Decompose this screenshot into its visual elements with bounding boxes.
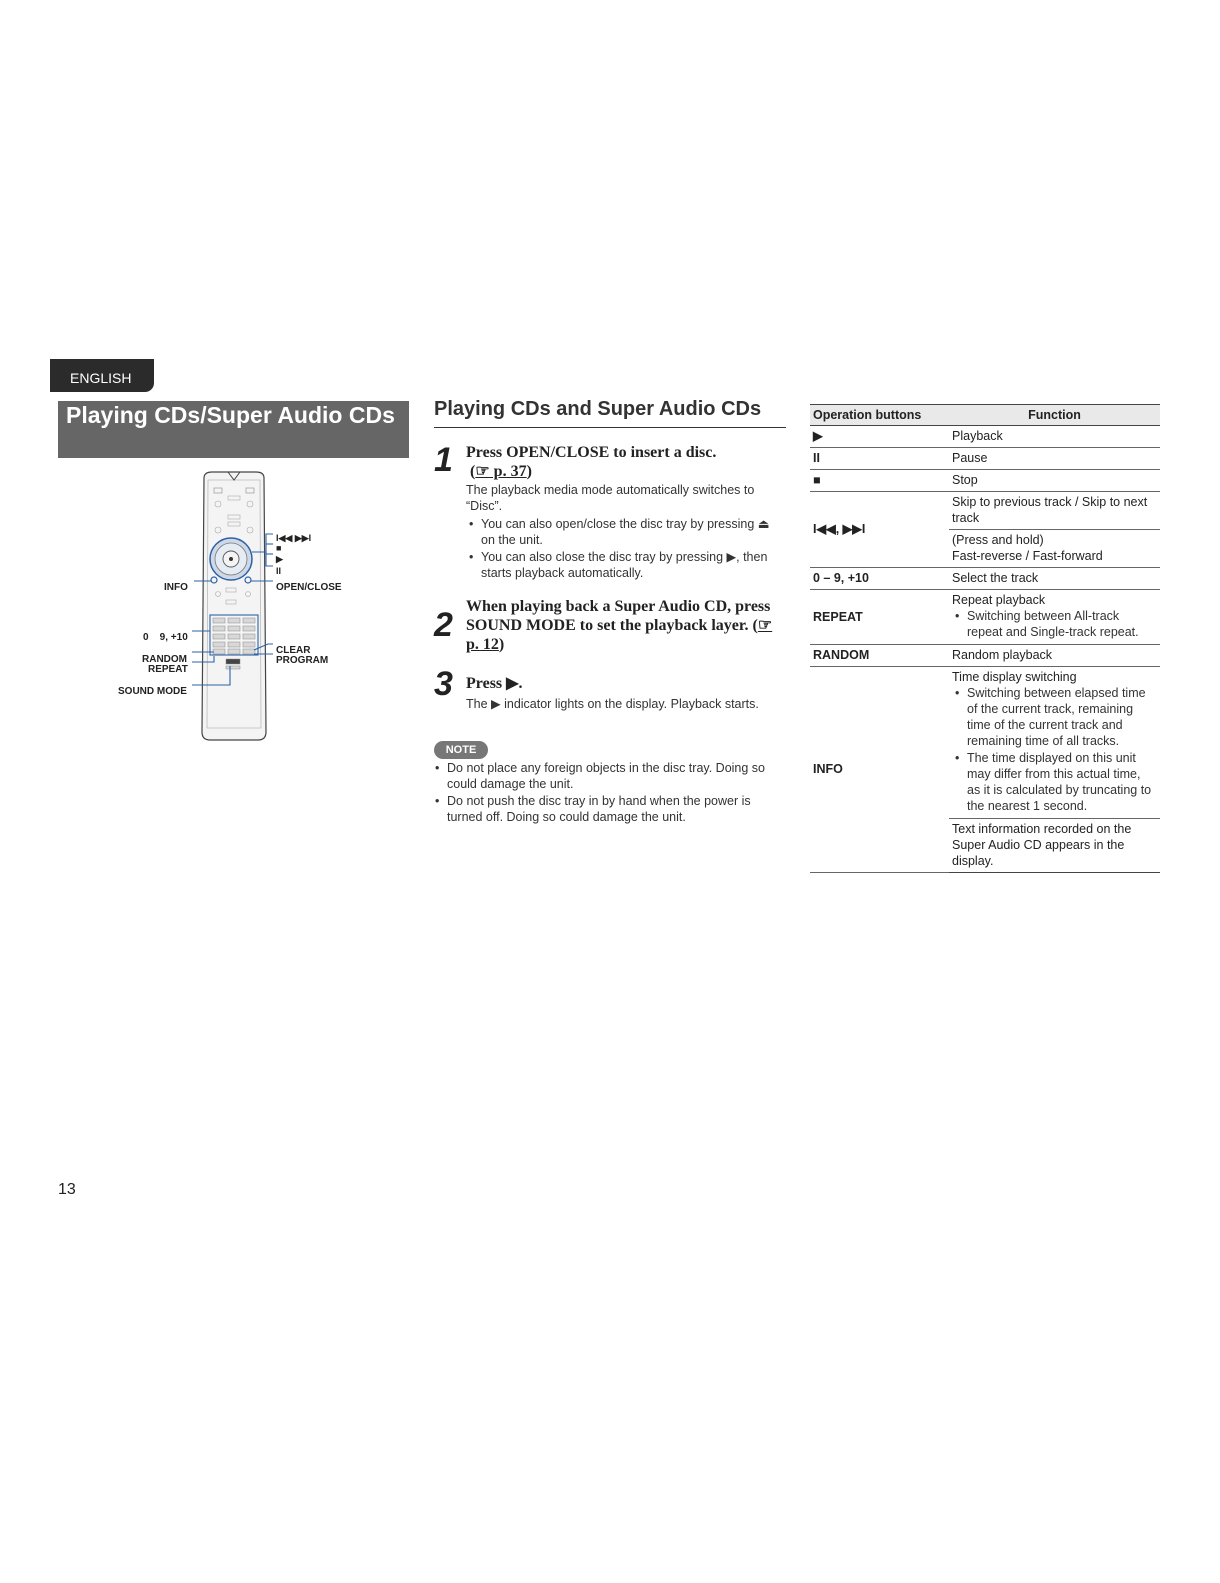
remote-control-illustration — [130, 470, 360, 745]
op-function — [949, 530, 1160, 568]
op-function: Text information recorded on the Super Audio CD appears in the display. — [949, 819, 1160, 873]
step-1 — [466, 443, 786, 582]
op-function-line: Repeat playback — [952, 593, 1046, 607]
remote-label-open-close: OPEN/CLOSE — [276, 582, 342, 593]
step-1-bullet: • You can also close the disc tray by pressing ▶, then starts playback automatically. — [469, 549, 786, 581]
step-2 — [466, 597, 786, 654]
op-function: Stop — [949, 470, 1160, 492]
step-1-bullet: • You can also open/close the disc tray by pressing ⏏ on the unit. — [469, 516, 786, 548]
page-ref-link[interactable]: ☞ p. 37 — [475, 463, 527, 480]
step-2-heading-text: When playing back a Super Audio CD, press SOUND MODE to set the playback layer. ( — [466, 598, 771, 634]
step-2-ref-close: ) — [498, 636, 505, 653]
step-1-ref — [466, 462, 786, 481]
table-header: Operation buttons — [810, 405, 949, 426]
remote-label-sound-mode: SOUND MODE — [118, 686, 187, 697]
op-function — [949, 590, 1160, 645]
table-header-row — [810, 405, 1160, 426]
table-row — [810, 645, 1160, 667]
language-tab: ENGLISH — [50, 359, 154, 392]
step-2-heading — [466, 597, 786, 654]
remote-label-play: ▶ — [276, 554, 283, 564]
page-ref-link[interactable]: ☞ p. 12 — [466, 617, 773, 653]
table-row — [810, 426, 1160, 448]
op-function — [949, 667, 1160, 819]
op-function: Playback — [949, 426, 1160, 448]
step-3-body: The ▶ indicator lights on the display. Playback starts. — [466, 697, 759, 711]
step-1-ref-close: ) — [526, 463, 532, 480]
operations-table — [810, 404, 1160, 873]
remote-label-numbers: 0 9, +10 — [143, 632, 188, 643]
op-function-bullets — [952, 685, 1157, 814]
table-header: Function — [949, 405, 1160, 426]
table-row — [810, 492, 1160, 530]
op-button: ■ — [810, 470, 949, 492]
op-function-bullet: • Switching between All-track repeat and Single-track repeat. — [955, 608, 1157, 640]
step-2-number: 2 — [434, 606, 453, 644]
step-3 — [466, 674, 786, 712]
step-1-body: The playback media mode automatically switches to “Disc”. — [466, 483, 755, 513]
op-function-line: Fast-reverse / Fast-forward — [952, 549, 1103, 563]
op-button: ▶ — [810, 426, 949, 448]
remote-label-info: INFO — [164, 582, 188, 593]
note-badge: NOTE — [434, 741, 488, 759]
table-row — [810, 448, 1160, 470]
step-1-heading: Press OPEN/CLOSE to insert a disc. — [466, 444, 717, 461]
step-1-number: 1 — [434, 441, 453, 479]
op-button: RANDOM — [810, 645, 949, 667]
remote-label-program: PROGRAM — [276, 655, 329, 666]
op-button: REPEAT — [810, 590, 949, 645]
note-bullets — [435, 760, 787, 826]
table-row — [810, 667, 1160, 819]
note-bullet: • Do not push the disc tray in by hand when the power is turned off. Doing so could damage the unit. — [435, 793, 787, 825]
op-function-bullet: • The time displayed on this unit may differ from this actual time, as it is calculated by truncating to the nearest 1 second. — [955, 750, 1157, 814]
op-function: Select the track — [949, 568, 1160, 590]
page-number: 13 — [58, 1181, 76, 1198]
remote-label-repeat: REPEAT — [148, 664, 188, 675]
table-row — [810, 590, 1160, 645]
note-bullet: • Do not place any foreign objects in the disc tray. Doing so could damage the unit. — [435, 760, 787, 792]
remote-label-skip: I◀◀ ▶▶I — [276, 533, 312, 543]
table-row — [810, 470, 1160, 492]
op-function-bullets — [952, 608, 1157, 640]
remote-label-random: RANDOM — [142, 654, 187, 665]
step-3-number: 3 — [434, 665, 453, 703]
step-1-ref-open: ( — [470, 463, 476, 480]
table-row — [810, 568, 1160, 590]
op-button: INFO — [810, 667, 949, 873]
subsection-title: Playing CDs and Super Audio CDs — [434, 398, 786, 428]
op-button: II — [810, 448, 949, 470]
remote-label-stop: ■ — [276, 543, 282, 553]
remote-label-pause: II — [276, 566, 282, 576]
remote-label-clear: CLEAR — [276, 645, 311, 656]
op-function: Random playback — [949, 645, 1160, 667]
op-function-bullet: • Switching between elapsed time of the current track, remaining time of the current track and remaining time of all tracks. — [955, 685, 1157, 749]
op-button: 0 – 9, +10 — [810, 568, 949, 590]
op-function-line: Time display switching — [952, 670, 1077, 684]
op-function: Skip to previous track / Skip to next track — [949, 492, 1160, 530]
step-1-bullets — [466, 516, 786, 581]
op-function: Pause — [949, 448, 1160, 470]
step-3-heading: Press ▶. — [466, 675, 523, 692]
op-function-line: (Press and hold) — [952, 533, 1044, 547]
op-button: I◀◀, ▶▶I — [810, 492, 949, 568]
section-title: Playing CDs/Super Audio CDs — [58, 401, 409, 458]
